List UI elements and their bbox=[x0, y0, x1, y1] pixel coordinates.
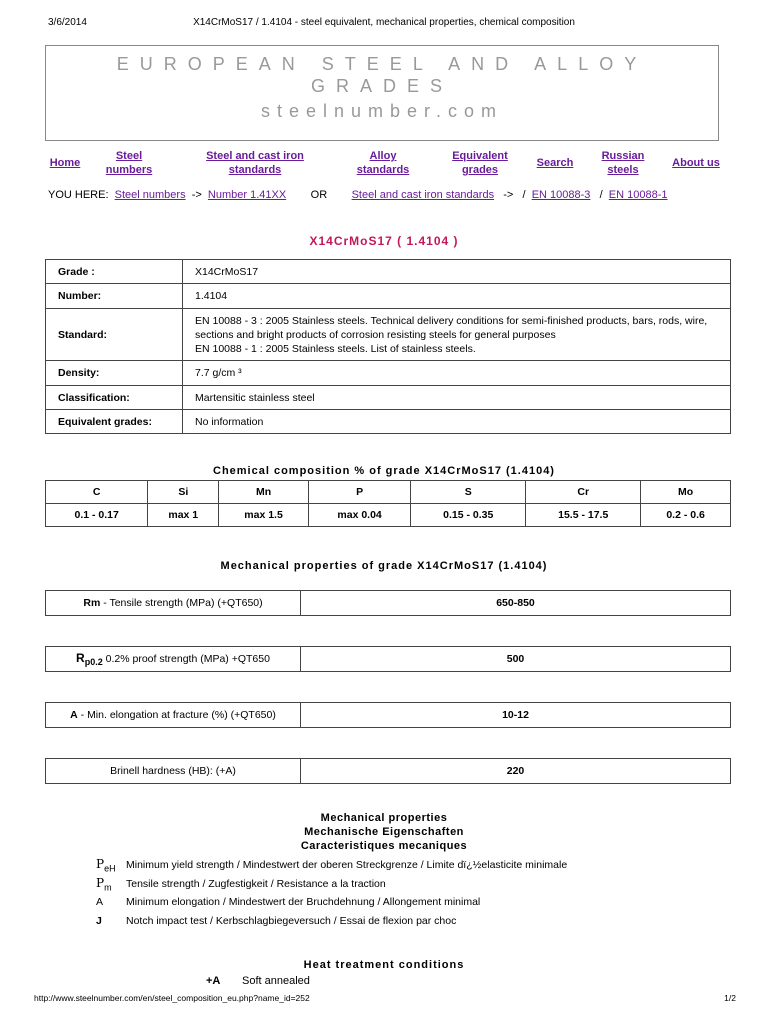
definition-symbol: A bbox=[96, 896, 104, 908]
breadcrumb-arrow: -> bbox=[191, 189, 202, 201]
breadcrumb-arrow-2: -> bbox=[503, 189, 514, 201]
symbol-letter: P bbox=[96, 857, 105, 871]
nav-alloy-standards-link[interactable]: Alloy standards bbox=[356, 150, 410, 176]
list-item bbox=[96, 874, 736, 893]
element-value: max 0.04 bbox=[308, 504, 410, 527]
rm-symbol: Rm bbox=[83, 597, 101, 609]
elongation-table bbox=[45, 702, 731, 728]
grade-label: Grade : bbox=[46, 260, 183, 284]
list-item bbox=[96, 912, 736, 931]
brinell-hardness-value: 220 bbox=[301, 759, 731, 784]
equivalent-grades-label: Equivalent grades: bbox=[46, 410, 183, 434]
heat-treatment-description: Soft annealed bbox=[242, 975, 310, 987]
number-label: Number: bbox=[46, 284, 183, 309]
equivalent-grades-value: No information bbox=[183, 410, 731, 434]
table-row bbox=[46, 504, 731, 527]
rp-symbol: R bbox=[76, 650, 85, 665]
nav-search-link[interactable]: Search bbox=[536, 157, 574, 169]
breadcrumb-prefix: YOU HERE: bbox=[48, 189, 109, 201]
element-value: 0.2 - 0.6 bbox=[641, 504, 731, 527]
table-row bbox=[46, 759, 731, 784]
legend-title-fr: Caracteristiques mecaniques bbox=[300, 840, 468, 852]
nav-about-us-link[interactable]: About us bbox=[672, 157, 720, 169]
table-row bbox=[46, 361, 731, 386]
heat-treatment-row bbox=[206, 975, 310, 987]
heat-treatment-title: Heat treatment conditions bbox=[303, 959, 465, 971]
density-label: Density: bbox=[46, 361, 183, 386]
tensile-strength-table bbox=[45, 590, 731, 616]
element-value: 15.5 - 17.5 bbox=[526, 504, 641, 527]
definition-text: Minimum elongation / Mindestwert der Bruchdehnung / Allongement minimal bbox=[126, 896, 481, 908]
brinell-hardness-table bbox=[45, 758, 731, 784]
tensile-strength-label bbox=[46, 591, 301, 616]
element-value: 0.1 - 0.17 bbox=[46, 504, 148, 527]
symbol-definitions bbox=[96, 855, 736, 931]
breadcrumb-standards-link[interactable]: Steel and cast iron standards bbox=[351, 189, 495, 201]
banner-title: EUROPEAN STEEL AND ALLOY GRADES bbox=[116, 54, 648, 96]
elongation-label bbox=[46, 703, 301, 728]
definition-text: Notch impact test / Kerbschlagbiegeversuch / Essai de flexion par choc bbox=[126, 915, 457, 927]
definition-symbol: J bbox=[96, 915, 102, 927]
element-value: max 1.5 bbox=[219, 504, 309, 527]
classification-value: Martensitic stainless steel bbox=[183, 386, 731, 410]
element-header: Mo bbox=[641, 481, 731, 504]
density-value: 7.7 g/cm ³ bbox=[183, 361, 731, 386]
breadcrumb-en-10088-3-link[interactable]: EN 10088-3 bbox=[531, 189, 591, 201]
rp-subscript: p0.2 bbox=[84, 657, 103, 668]
table-row bbox=[46, 647, 731, 672]
a-symbol: A bbox=[70, 709, 78, 721]
proof-strength-value: 500 bbox=[301, 647, 731, 672]
element-header: S bbox=[411, 481, 526, 504]
number-value: 1.4104 bbox=[183, 284, 731, 309]
symbol-subscript: m bbox=[104, 882, 112, 893]
nav-equivalent-grades-link[interactable]: Equivalent grades bbox=[452, 150, 508, 176]
table-row bbox=[46, 386, 731, 410]
classification-label: Classification: bbox=[46, 386, 183, 410]
proof-strength-label bbox=[46, 647, 301, 672]
table-row bbox=[46, 591, 731, 616]
definition-text: Tensile strength / Zugfestigkeit / Resistance a la traction bbox=[126, 878, 386, 890]
symbol-letter: P bbox=[96, 876, 105, 890]
element-header: Cr bbox=[526, 481, 641, 504]
mechanical-properties-title: Mechanical properties of grade X14CrMoS17 (1.4104) bbox=[220, 560, 548, 572]
site-banner bbox=[45, 45, 719, 141]
table-row bbox=[46, 410, 731, 434]
a-description: - Min. elongation at fracture (%) (+QT650) bbox=[77, 709, 276, 721]
nav-russian-steels-link[interactable]: Russian steels bbox=[601, 150, 645, 176]
breadcrumb-slash-2: / bbox=[599, 189, 603, 201]
table-row bbox=[46, 703, 731, 728]
definition-text: Minimum yield strength / Mindestwert der oberen Streckgrenze / Limite dï¿½elasticite minimale bbox=[126, 859, 568, 871]
rp-description: 0.2% proof strength (MPa) +QT650 bbox=[102, 652, 270, 665]
print-url: http://www.steelnumber.com/en/steel_composition_eu.php?name_id=252 bbox=[34, 993, 310, 1003]
nav-standards-link[interactable]: Steel and cast iron standards bbox=[206, 150, 304, 176]
breadcrumb-or: OR bbox=[310, 189, 328, 201]
element-header: P bbox=[308, 481, 410, 504]
grade-info-table bbox=[45, 259, 731, 434]
breadcrumb-en-10088-1-link[interactable]: EN 10088-1 bbox=[608, 189, 668, 201]
grade-value: X14CrMoS17 bbox=[183, 260, 731, 284]
chemical-composition-title: Chemical composition % of grade X14CrMoS17 (1.4104) bbox=[213, 465, 555, 477]
grade-title: X14CrMoS17 ( 1.4104 ) bbox=[309, 234, 459, 248]
standard-value bbox=[183, 309, 731, 361]
brinell-hardness-label: Brinell hardness (HB): (+A) bbox=[46, 759, 301, 784]
table-row bbox=[46, 309, 731, 361]
print-date: 3/6/2014 bbox=[48, 17, 87, 28]
element-header: C bbox=[46, 481, 148, 504]
legend-title bbox=[0, 811, 768, 853]
proof-strength-table bbox=[45, 646, 731, 672]
table-row bbox=[46, 284, 731, 309]
standard-label: Standard: bbox=[46, 309, 183, 361]
table-row bbox=[46, 260, 731, 284]
list-item bbox=[96, 855, 736, 874]
breadcrumb-number-group-link[interactable]: Number 1.41XX bbox=[207, 189, 287, 201]
legend-title-de: Mechanische Eigenschaften bbox=[304, 826, 464, 838]
elongation-value: 10-12 bbox=[301, 703, 731, 728]
symbol-subscript: eH bbox=[104, 863, 116, 874]
nav-steel-numbers-link[interactable]: Steel numbers bbox=[105, 150, 153, 176]
chemical-composition-table bbox=[45, 480, 731, 527]
standard-en-10088-1: EN 10088 - 1 : 2005 Stainless steels. List of stainless steels. bbox=[195, 342, 476, 355]
rm-description: - Tensile strength (MPa) (+QT650) bbox=[100, 597, 263, 609]
banner-site-name: steelnumber.com bbox=[260, 101, 504, 121]
print-page-title: X14CrMoS17 / 1.4104 - steel equivalent, mechanical properties, chemical composition bbox=[193, 17, 575, 28]
element-value: max 1 bbox=[148, 504, 219, 527]
nav-home-link[interactable]: Home bbox=[49, 157, 81, 169]
main-nav bbox=[0, 148, 768, 178]
element-value: 0.15 - 0.35 bbox=[411, 504, 526, 527]
page-number: 1/2 bbox=[724, 993, 736, 1003]
legend-title-en: Mechanical properties bbox=[320, 812, 448, 824]
element-header: Mn bbox=[219, 481, 309, 504]
standard-en-10088-3: EN 10088 - 3 : 2005 Stainless steels. Technical delivery conditions for semi-finished products, bars, rods, wire, sections and bright products of corrosion resisting steels for general purposes bbox=[195, 314, 708, 341]
heat-treatment-symbol: +A bbox=[206, 975, 221, 987]
breadcrumb bbox=[48, 188, 728, 202]
breadcrumb-steel-numbers-link[interactable]: Steel numbers bbox=[114, 189, 186, 201]
element-header: Si bbox=[148, 481, 219, 504]
tensile-strength-value: 650-850 bbox=[301, 591, 731, 616]
list-item bbox=[96, 893, 736, 912]
table-row bbox=[46, 481, 731, 504]
breadcrumb-slash: / bbox=[522, 189, 526, 201]
